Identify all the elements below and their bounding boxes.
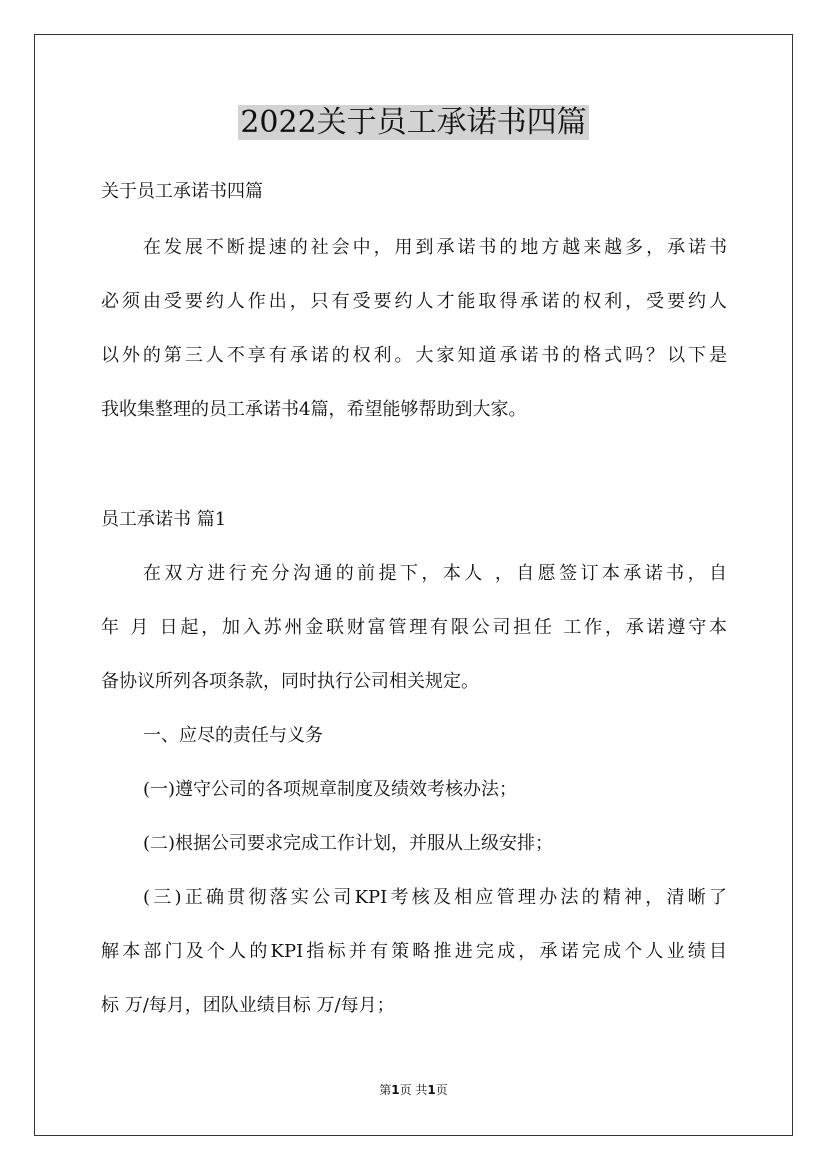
list-item-2: (二)根据公司要求完成工作计划，并服从上级安排；: [143, 833, 554, 854]
list-item-3-line-3: 标 万/每月，团队业绩目标 万/每月；: [101, 995, 395, 1016]
section-body-line-2: 年 月 日起，加入苏州金联财富管理有限公司担任 工作，承诺遵守本: [101, 617, 727, 638]
list-item-3-line-2: 解本部门及个人的KPI指标并有策略推进完成，承诺完成个人业绩目: [101, 941, 727, 962]
section-body-line-3: 备协议所列各项条款，同时执行公司相关规定。: [101, 671, 479, 692]
footer-middle: 页 共: [399, 1083, 428, 1097]
intro-line-2: 必须由受要约人作出，只有受要约人才能取得承诺的权利，受要约人: [101, 291, 727, 312]
footer-prefix: 第: [379, 1083, 392, 1097]
list-item-1: (一)遵守公司的各项规章制度及绩效考核办法；: [143, 779, 518, 800]
intro-line-1: 在发展不断提速的社会中，用到承诺书的地方越来越多，承诺书: [143, 237, 727, 258]
list-item-3-line-1: (三)正确贯彻落实公司KPI考核及相应管理办法的精神，清晰了: [143, 887, 727, 908]
subheading: 一、应尽的责任与义务: [143, 725, 323, 746]
intro-line-4: 我收集整理的员工承诺书4篇，希望能够帮助到大家。: [101, 399, 527, 420]
title-text: 2022关于员工承诺书四篇: [240, 105, 587, 140]
page-footer: [0, 1082, 827, 1098]
document-title: [0, 101, 827, 145]
intro-line-3: 以外的第三人不享有承诺的权利。大家知道承诺书的格式吗？以下是: [101, 345, 727, 366]
footer-page-total: 1: [427, 1083, 436, 1097]
footer-suffix: 页: [435, 1083, 448, 1097]
section-heading: 员工承诺书 篇1: [101, 509, 227, 530]
section-body-line-1: 在双方进行充分沟通的前提下，本人 ，自愿签订本承诺书，自: [143, 563, 727, 584]
footer-page-number: 1: [391, 1083, 400, 1097]
subtitle: 关于员工承诺书四篇: [101, 181, 263, 202]
